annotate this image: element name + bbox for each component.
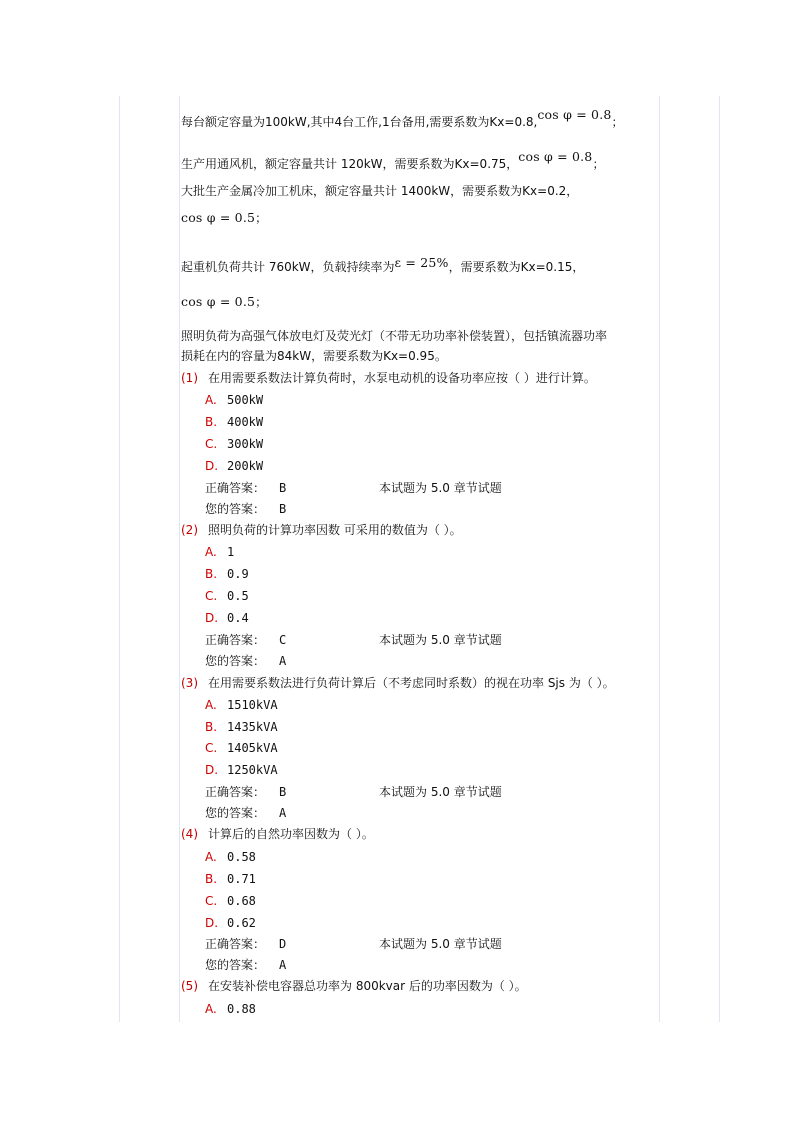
option-1a[interactable] [205,392,263,408]
your-answer-row [205,653,379,669]
your-answer-row [205,805,379,821]
question-3 [181,675,615,691]
correct-value: B [279,785,287,799]
intro-line-5 [181,255,585,275]
punct: ； [592,157,605,171]
correct-answer-row [205,632,502,648]
content-border-left [179,96,180,1022]
option-letter: B. [205,720,218,734]
option-2c[interactable] [205,588,249,604]
correct-answer-row [205,480,502,496]
intro-line-7 [181,328,607,344]
option-letter: D. [205,763,219,777]
question-text: 在用需要系数法进行负荷计算后（不考虑同时系数）的视在功率 Sjs 为（ ）。 [208,676,615,690]
option-letter: D. [205,611,219,625]
score-note: 本试题为 5.0 章节试题 [379,481,502,495]
your-answer-row [205,957,379,973]
option-2b[interactable] [205,566,249,582]
option-4d[interactable] [205,915,256,931]
question-number: (5) [181,979,198,993]
option-letter: C. [205,437,218,451]
formula: cos φ = 0.8 [537,107,612,122]
your-answer-row [205,501,379,517]
option-letter: B. [205,567,218,581]
option-1b[interactable] [205,414,263,430]
option-text: 200kW [227,459,264,473]
page-border-left [119,96,120,1022]
option-text: 0.71 [227,872,256,886]
punct: ； [255,295,268,309]
your-label: 您的答案： [205,654,266,668]
your-label: 您的答案： [205,958,266,972]
content-border-right [659,96,660,1022]
option-text: 1250kVA [227,763,278,777]
intro-line-2 [181,149,605,172]
option-1c[interactable] [205,436,263,452]
correct-label: 正确答案： [205,785,266,799]
score-note: 本试题为 5.0 章节试题 [379,937,502,951]
intro-line-4 [181,210,267,226]
option-text: 1435kVA [227,720,278,734]
correct-value: C [279,633,287,647]
question-text: 照明负荷的计算功率因数 可采用的数值为（ ）。 [208,523,462,537]
option-letter: B. [205,415,218,429]
option-text: 1405kVA [227,741,278,755]
intro-text: 每台额定容量为100kW,其中4台工作,1台备用,需要系数为Kx=0.8, [181,115,538,129]
correct-value: D [279,937,287,951]
intro-line-1 [181,107,624,130]
option-text: 0.68 [227,894,256,908]
formula: ε = 25% [394,255,449,270]
option-2d[interactable] [205,610,249,626]
option-text: 400kW [227,415,264,429]
score-note: 本试题为 5.0 章节试题 [379,785,502,799]
option-letter: A. [205,393,217,407]
option-text: 0.62 [227,916,256,930]
formula: cos φ = 0.8 [518,149,593,164]
option-5a[interactable] [205,1001,256,1017]
option-letter: A. [205,698,217,712]
intro-text: 损耗在内的容量为84kW，需要系数为Kx=0.95。 [181,349,447,363]
option-text: 1510kVA [227,698,278,712]
intro-text: 照明负荷为高强气体放电灯及荧光灯（不带无功功率补偿装置），包括镇流器功率 [181,329,608,343]
correct-answer-row [205,784,502,800]
intro-line-6 [181,294,267,310]
option-3d[interactable] [205,762,278,778]
option-1d[interactable] [205,458,263,474]
your-label: 您的答案： [205,502,266,516]
question-number: (4) [181,827,198,841]
correct-label: 正确答案： [205,481,266,495]
option-letter: C. [205,589,218,603]
punct: ； [255,211,268,225]
question-number: (2) [181,523,198,537]
score-note: 本试题为 5.0 章节试题 [379,633,502,647]
question-text: 在安装补偿电容器总功率为 800kvar 后的功率因数为（ ）。 [208,979,527,993]
option-text: 0.4 [227,611,249,625]
option-letter: C. [205,894,218,908]
your-value: A [279,958,287,972]
option-letter: D. [205,916,219,930]
page-border-right [719,96,720,1022]
option-3c[interactable] [205,740,278,756]
question-2 [181,522,462,538]
question-text: 在用需要系数法计算负荷时，水泵电动机的设备功率应按（ ）进行计算。 [208,371,596,385]
question-4 [181,826,374,842]
option-3b[interactable] [205,719,278,735]
option-letter: A. [205,1002,217,1016]
correct-label: 正确答案： [205,633,266,647]
your-value: A [279,654,287,668]
option-text: 300kW [227,437,264,451]
option-text: 500kW [227,393,264,407]
your-label: 您的答案： [205,806,266,820]
intro-line-8 [181,348,447,364]
option-text: 0.88 [227,1002,256,1016]
question-number: (1) [181,371,198,385]
question-1 [181,370,596,386]
option-4b[interactable] [205,871,256,887]
option-text: 1 [227,545,235,559]
option-letter: D. [205,459,219,473]
option-letter: C. [205,741,218,755]
option-text: 0.58 [227,850,256,864]
question-5 [181,978,527,994]
question-text: 计算后的自然功率因数为（ ）。 [208,827,374,841]
correct-label: 正确答案： [205,937,266,951]
option-letter: A. [205,545,217,559]
your-value: B [279,502,287,516]
intro-text: 大批生产金属冷加工机床，额定容量共计 1400kW，需要系数为Kx=0.2， [181,184,579,198]
formula: cos φ = 0.5 [181,210,256,225]
intro-line-3 [181,183,578,199]
option-4a[interactable] [205,849,256,865]
intro-text: 起重机负荷共计 760kW，负载持续率为 [181,260,395,274]
intro-text: ，需要系数为Kx=0.15， [448,260,585,274]
formula: cos φ = 0.5 [181,294,256,309]
question-number: (3) [181,676,198,690]
intro-text: 生产用通风机，额定容量共计 120kW，需要系数为Kx=0.75， [181,157,519,171]
option-text: 0.5 [227,589,249,603]
option-3a[interactable] [205,697,278,713]
option-2a[interactable] [205,544,234,560]
option-letter: B. [205,872,218,886]
option-4c[interactable] [205,893,256,909]
option-letter: A. [205,850,217,864]
correct-answer-row [205,936,502,952]
punct: ； [611,115,624,129]
your-value: A [279,806,287,820]
correct-value: B [279,481,287,495]
option-text: 0.9 [227,567,249,581]
